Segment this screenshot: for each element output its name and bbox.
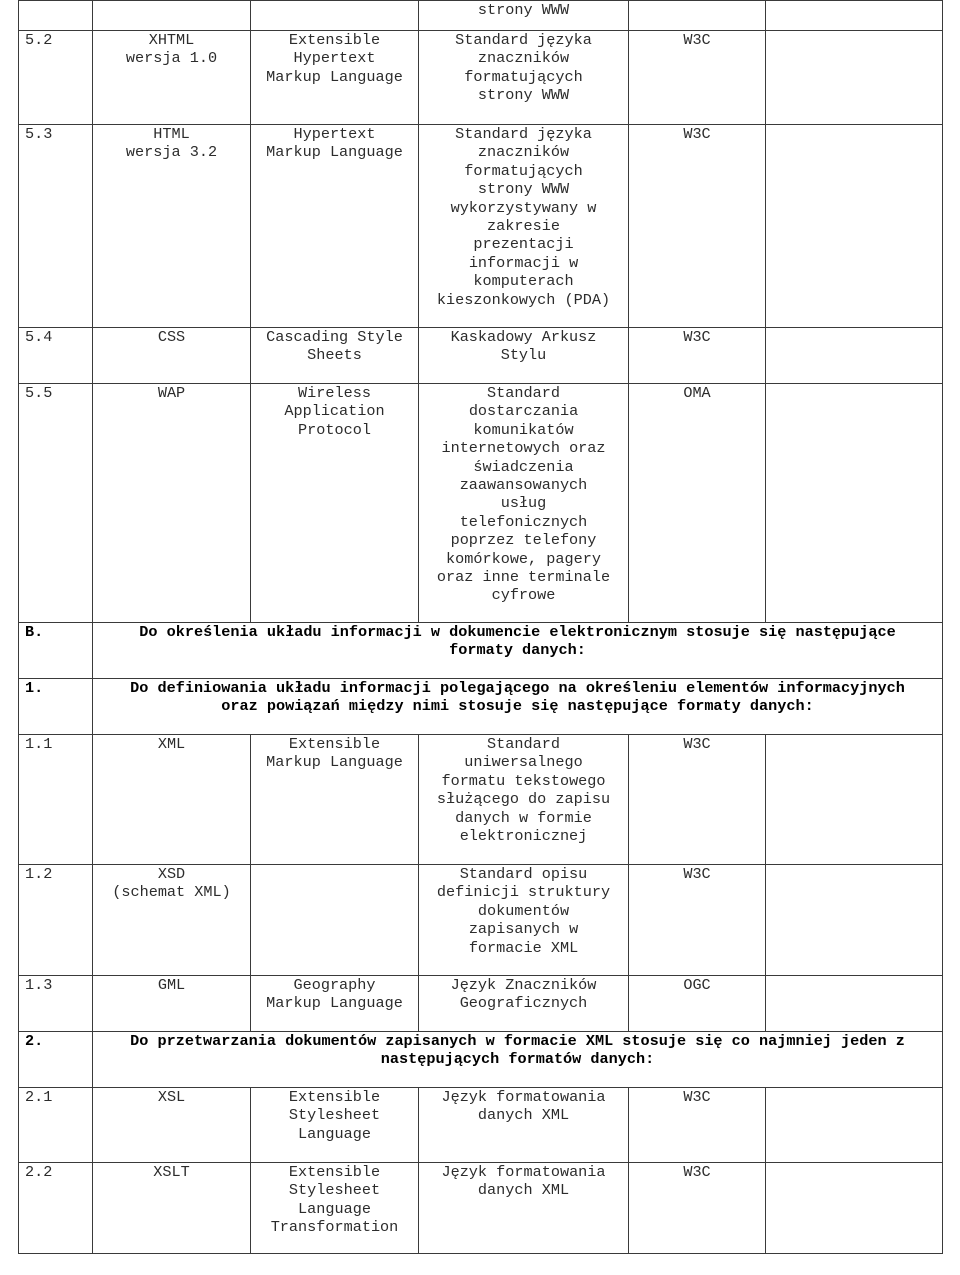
- standards-organization: W3C: [629, 865, 766, 976]
- item-number: 5.2: [19, 31, 93, 125]
- empty-cell: [766, 1088, 943, 1163]
- table-row: [19, 384, 943, 623]
- format-abbreviation: XSLT: [93, 1163, 251, 1254]
- standards-organization: W3C: [629, 31, 766, 125]
- empty-cell: [766, 1, 943, 31]
- format-abbreviation: [93, 1, 251, 31]
- empty-cell: [766, 1163, 943, 1254]
- item-number: 1.2: [19, 865, 93, 976]
- format-description: strony WWW: [419, 1, 629, 31]
- data-formats-table: [18, 0, 943, 1254]
- standards-organization: [629, 1, 766, 31]
- section-heading: Do określenia układu informacji w dokumencie elektronicznym stosuje się następujące formaty danych:: [93, 623, 943, 679]
- table-body: [19, 1, 943, 1254]
- format-full-name: [251, 865, 419, 976]
- format-description: Standard uniwersalnego formatu tekstowego służącego do zapisu danych w formie elektronicznej: [419, 735, 629, 865]
- item-number: [19, 1, 93, 31]
- format-description: Standard opisu definicji struktury dokumentów zapisanych w formacie XML: [419, 865, 629, 976]
- item-number: 2.2: [19, 1163, 93, 1254]
- item-number: 2.1: [19, 1088, 93, 1163]
- format-description: Język Znaczników Geograficznych: [419, 976, 629, 1032]
- format-description: Język formatowania danych XML: [419, 1163, 629, 1254]
- item-number: 1.3: [19, 976, 93, 1032]
- table-row: [19, 865, 943, 976]
- item-number: 5.3: [19, 125, 93, 328]
- table-row: [19, 1088, 943, 1163]
- section-number: B.: [19, 623, 93, 679]
- format-description: Standard języka znaczników formatujących strony WWW: [419, 31, 629, 125]
- empty-cell: [766, 384, 943, 623]
- item-number: 1.1: [19, 735, 93, 865]
- format-full-name: Extensible Stylesheet Language Transformation: [251, 1163, 419, 1254]
- section-heading: Do przetwarzania dokumentów zapisanych w formacie XML stosuje się co najmniej jeden z następujących formatów danych:: [93, 1032, 943, 1088]
- format-full-name: [251, 1, 419, 31]
- format-description: Język formatowania danych XML: [419, 1088, 629, 1163]
- empty-cell: [766, 328, 943, 384]
- format-abbreviation: XSD (schemat XML): [93, 865, 251, 976]
- format-full-name: Extensible Stylesheet Language: [251, 1088, 419, 1163]
- standards-organization: W3C: [629, 1163, 766, 1254]
- format-abbreviation: GML: [93, 976, 251, 1032]
- table-row: [19, 328, 943, 384]
- format-abbreviation: XSL: [93, 1088, 251, 1163]
- empty-cell: [766, 865, 943, 976]
- format-full-name: Extensible Markup Language: [251, 735, 419, 865]
- document-page: [18, 0, 942, 1254]
- section-number: 1.: [19, 679, 93, 735]
- format-full-name: Geography Markup Language: [251, 976, 419, 1032]
- format-description: Standard dostarczania komunikatów internetowych oraz świadczenia zaawansowanych usług telefonicznych poprzez telefony komórkowe, pagery oraz inne terminale cyfrowe: [419, 384, 629, 623]
- empty-cell: [766, 125, 943, 328]
- format-full-name: Wireless Application Protocol: [251, 384, 419, 623]
- standards-organization: W3C: [629, 735, 766, 865]
- format-full-name: Cascading Style Sheets: [251, 328, 419, 384]
- standards-organization: W3C: [629, 328, 766, 384]
- format-description: Standard języka znaczników formatujących strony WWW wykorzystywany w zakresie prezentacji informacji w komputerach kieszonkowych (PDA): [419, 125, 629, 328]
- format-abbreviation: XML: [93, 735, 251, 865]
- empty-cell: [766, 31, 943, 125]
- section-header-row: [19, 679, 943, 735]
- standards-organization: W3C: [629, 125, 766, 328]
- item-number: 5.5: [19, 384, 93, 623]
- format-full-name: Extensible Hypertext Markup Language: [251, 31, 419, 125]
- format-abbreviation: XHTML wersja 1.0: [93, 31, 251, 125]
- table-row: [19, 976, 943, 1032]
- table-row: [19, 1163, 943, 1254]
- section-heading: Do definiowania układu informacji polegającego na określeniu elementów informacyjnych oraz powiązań między nimi stosuje się następujące formaty danych:: [93, 679, 943, 735]
- standards-organization: W3C: [629, 1088, 766, 1163]
- table-row: [19, 125, 943, 328]
- section-header-row: [19, 623, 943, 679]
- standards-organization: OGC: [629, 976, 766, 1032]
- format-abbreviation: CSS: [93, 328, 251, 384]
- format-description: Kaskadowy Arkusz Stylu: [419, 328, 629, 384]
- table-row: [19, 1, 943, 31]
- empty-cell: [766, 735, 943, 865]
- section-number: 2.: [19, 1032, 93, 1088]
- table-row: [19, 31, 943, 125]
- format-abbreviation: WAP: [93, 384, 251, 623]
- format-abbreviation: HTML wersja 3.2: [93, 125, 251, 328]
- standards-organization: OMA: [629, 384, 766, 623]
- empty-cell: [766, 976, 943, 1032]
- format-full-name: Hypertext Markup Language: [251, 125, 419, 328]
- section-header-row: [19, 1032, 943, 1088]
- item-number: 5.4: [19, 328, 93, 384]
- table-row: [19, 735, 943, 865]
